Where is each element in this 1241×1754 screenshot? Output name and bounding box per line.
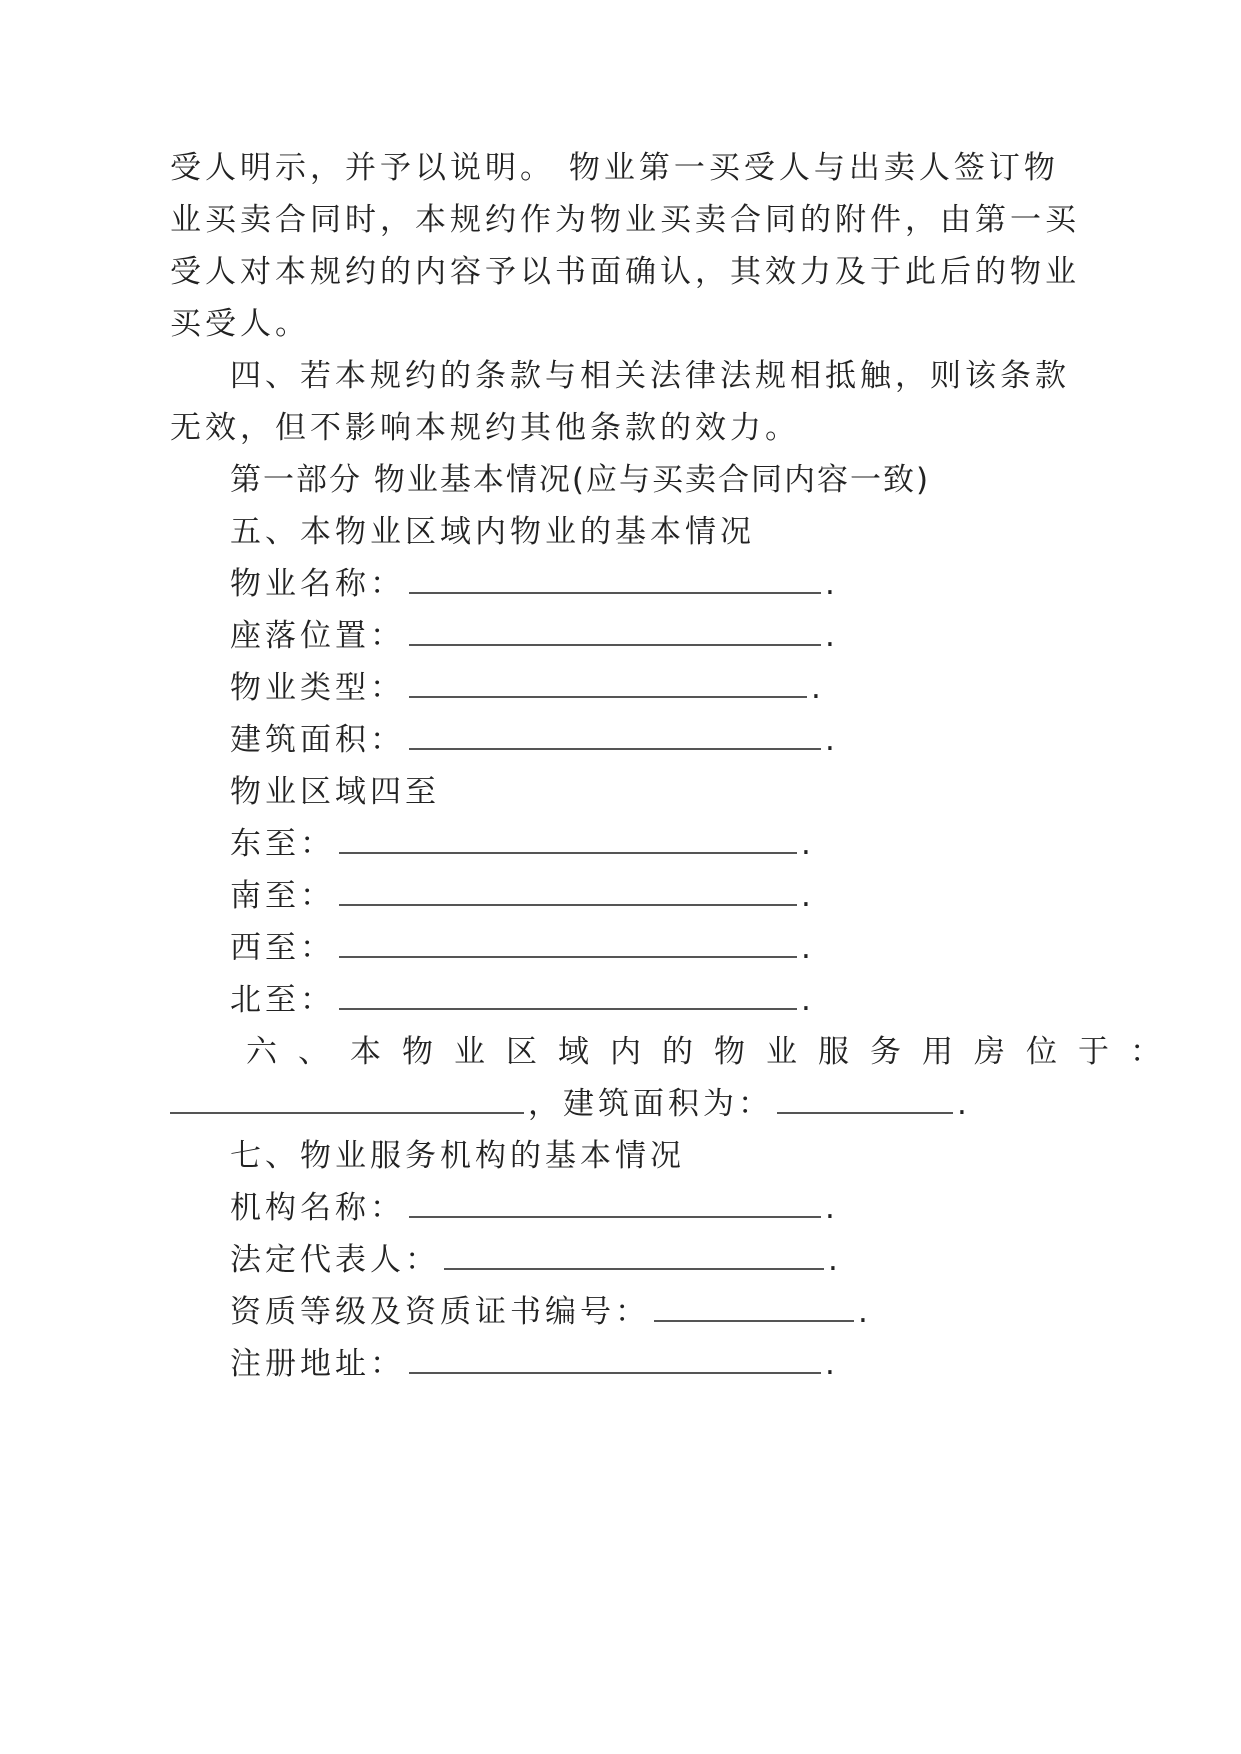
field-label: 物业类型： [230, 670, 405, 706]
area-label: ，建筑面积为： [528, 1086, 773, 1122]
article-four-line: 无效，但不影响本规约其他条款的效力。 [170, 410, 800, 446]
qualification-field [230, 1292, 872, 1332]
property-name-blank[interactable] [409, 564, 821, 594]
field-label: 法定代表人： [230, 1242, 440, 1278]
field-end: . [801, 982, 815, 1018]
registered-address-field [230, 1344, 839, 1384]
west-boundary-field [230, 928, 815, 968]
south-boundary-field [230, 876, 815, 916]
legal-rep-field [230, 1240, 842, 1280]
field-label: 机构名称： [230, 1190, 405, 1226]
property-name-field [230, 564, 839, 604]
paragraph-line: 受人明示，并予以说明。 物业第一买受人与出卖人签订物 [170, 150, 1059, 186]
paragraph-line: 受人对本规约的内容予以书面确认，其效力及于此后的物业 [170, 254, 1080, 290]
property-type-field [230, 668, 825, 708]
field-end: . [828, 1242, 842, 1278]
east-boundary-blank[interactable] [339, 824, 797, 854]
west-boundary-blank[interactable] [339, 928, 797, 958]
field-label: 物业名称： [230, 566, 405, 602]
article-four-line: 四、若本规约的条款与相关法律法规相抵触，则该条款 [230, 358, 1070, 394]
north-boundary-field [230, 980, 815, 1020]
south-boundary-blank[interactable] [339, 876, 797, 906]
service-room-area-blank[interactable] [777, 1084, 953, 1114]
part-one-heading: 第一部分 物业基本情况(应与买卖合同内容一致) [230, 462, 931, 498]
legal-rep-blank[interactable] [444, 1240, 824, 1270]
field-label: 座落位置： [230, 618, 405, 654]
org-name-blank[interactable] [409, 1188, 821, 1218]
field-end: . [858, 1294, 872, 1330]
east-boundary-field [230, 824, 815, 864]
article-five-heading: 五、本物业区域内物业的基本情况 [230, 514, 755, 550]
field-end: . [825, 618, 839, 654]
field-end: . [825, 1190, 839, 1226]
field-label: 北至： [230, 982, 335, 1018]
article-six-line: 六、本物业区域内的物业服务用房位于： [246, 1034, 1182, 1070]
service-room-location-blank[interactable] [170, 1084, 524, 1114]
field-label: 建筑面积： [230, 722, 405, 758]
building-area-field [230, 720, 839, 760]
field-end: . [801, 930, 815, 966]
property-type-blank[interactable] [409, 668, 807, 698]
field-end: . [957, 1086, 971, 1122]
paragraph-line: 买受人。 [170, 306, 310, 342]
org-name-field [230, 1188, 839, 1228]
field-label: 东至： [230, 826, 335, 862]
building-area-blank[interactable] [409, 720, 821, 750]
field-label: 南至： [230, 878, 335, 914]
qualification-blank[interactable] [654, 1292, 854, 1322]
north-boundary-blank[interactable] [339, 980, 797, 1010]
location-field [230, 616, 839, 656]
service-room-field [170, 1084, 971, 1124]
field-label: 注册地址： [230, 1346, 405, 1382]
field-label: 西至： [230, 930, 335, 966]
registered-address-blank[interactable] [409, 1344, 821, 1374]
field-end: . [801, 878, 815, 914]
field-end: . [825, 722, 839, 758]
field-label: 资质等级及资质证书编号： [230, 1294, 650, 1330]
paragraph-line: 业买卖合同时，本规约作为物业买卖合同的附件，由第一买 [170, 202, 1080, 238]
field-end: . [825, 566, 839, 602]
field-end: . [811, 670, 825, 706]
article-seven-heading: 七、物业服务机构的基本情况 [230, 1138, 685, 1174]
field-end: . [825, 1346, 839, 1382]
boundary-heading: 物业区域四至 [230, 774, 440, 810]
field-end: . [801, 826, 815, 862]
location-blank[interactable] [409, 616, 821, 646]
